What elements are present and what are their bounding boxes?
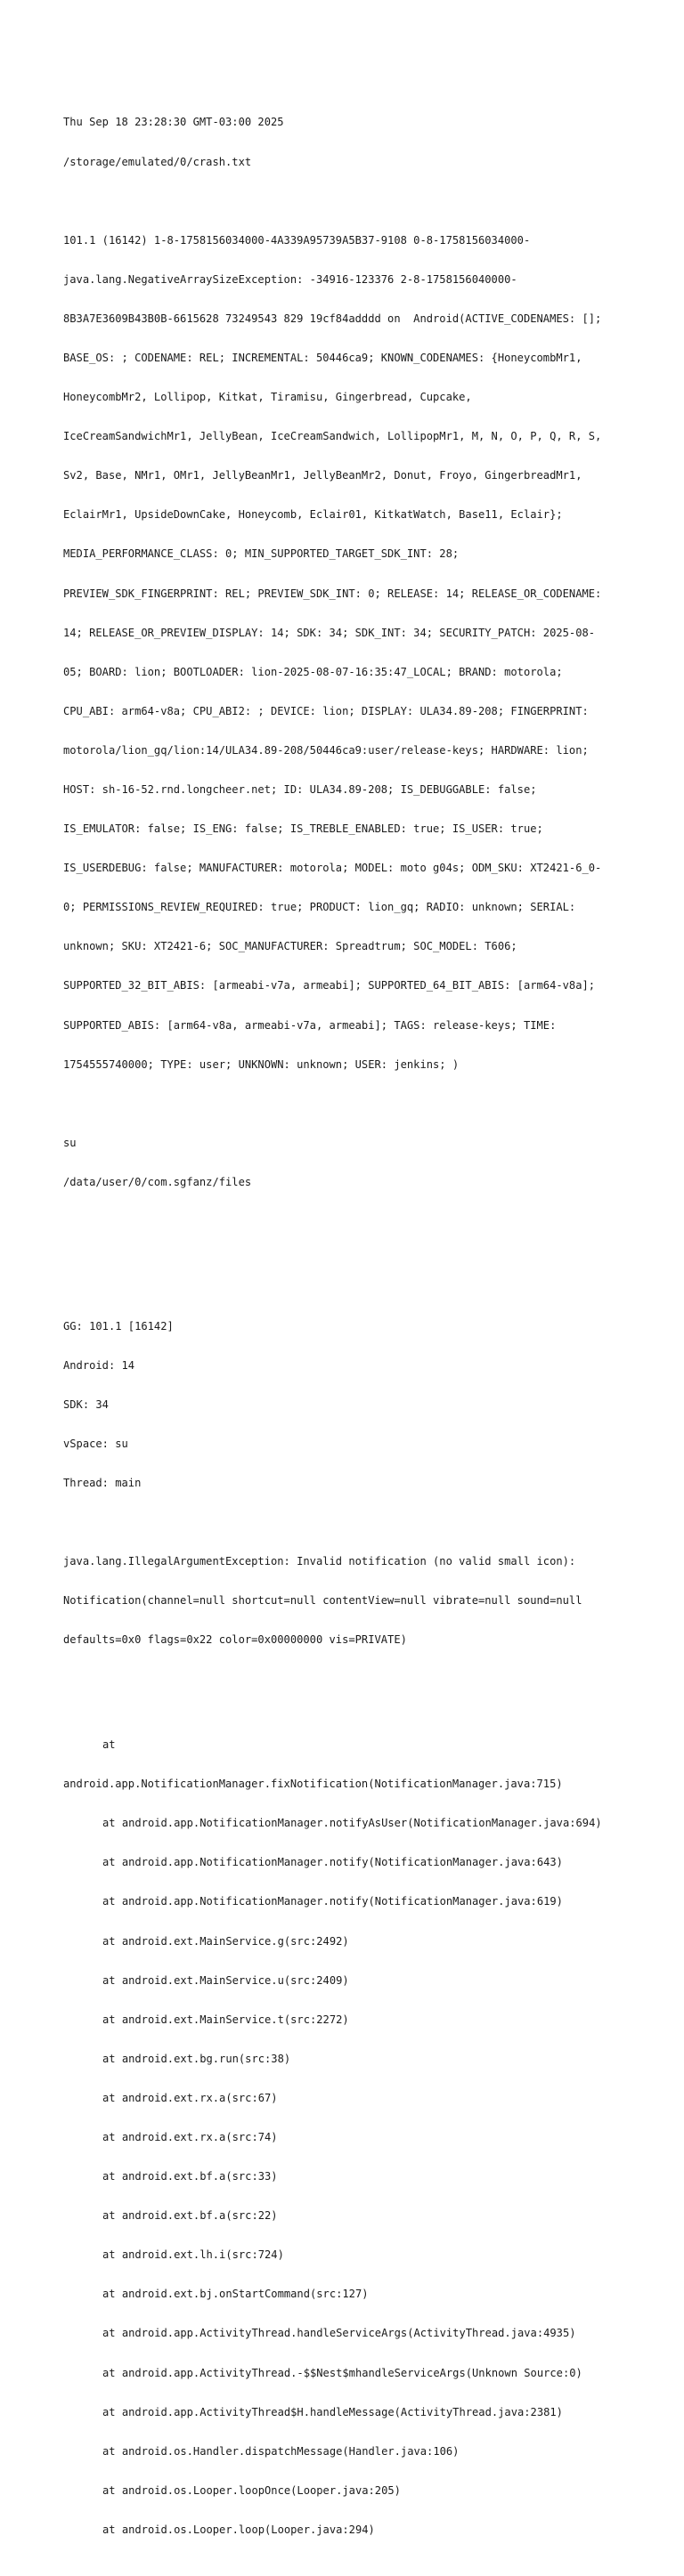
- gg-version: GG: 101.1 [16142]: [63, 1319, 174, 1333]
- files-path: /data/user/0/com.sgfanz/files: [63, 1175, 252, 1188]
- exception-line: defaults=0x0 flags=0x22 color=0x00000000 vis=PRIVATE): [63, 1633, 407, 1647]
- device-info-line: unknown; SKU: XT2421-6; SOC_MANUFACTURER: Spreadtrum; SOC_MODEL: T606;: [63, 940, 517, 953]
- exception-message: [63, 1529, 633, 1673]
- stack-frame: at android.ext.bj.onStartCommand(src:127): [102, 2288, 369, 2301]
- sdk-version: SDK: 34: [63, 1397, 109, 1411]
- stack-frame: at android.app.NotificationManager.notify(NotificationManager.java:619): [102, 1895, 563, 1908]
- device-info-line: java.lang.NegativeArraySizeException: -34916-123376 2-8-1758156040000-: [63, 272, 517, 286]
- stack-frame: at android.ext.rx.a(src:67): [102, 2091, 278, 2104]
- device-info-line: 101.1 (16142) 1-8-1758156034000-4A339A95739A5B37-9108 0-8-1758156034000-: [63, 233, 531, 247]
- device-info-line: BASE_OS: ; CODENAME: REL; INCREMENTAL: 50446ca9; KNOWN_CODENAMES: {HoneycombMr1,: [63, 351, 582, 364]
- exception-line: java.lang.IllegalArgumentException: Invalid notification (no valid small icon):: [63, 1555, 576, 1568]
- device-info-line: IS_EMULATOR: false; IS_ENG: false; IS_TREBLE_ENABLED: true; IS_USER: true;: [63, 822, 543, 836]
- device-info-line: SUPPORTED_ABIS: [arm64-v8a, armeabi-v7a, armeabi]; TAGS: release-keys; TIME:: [63, 1018, 557, 1032]
- stack-frame: at android.app.NotificationManager.notify(NotificationManager.java:643): [102, 1856, 563, 1869]
- stack-frame: at android.ext.rx.a(src:74): [102, 2130, 278, 2143]
- stack-frame: at android.ext.MainService.g(src:2492): [102, 1934, 349, 1948]
- log-file-path: /storage/emulated/0/crash.txt: [63, 155, 252, 168]
- device-info-line: EclairMr1, UpsideDownCake, Honeycomb, Eclair01, KitkatWatch, Base11, Eclair};: [63, 508, 563, 522]
- log-timestamp: Thu Sep 18 23:28:30 GMT-03:00 2025: [63, 116, 284, 129]
- first-frame-at: at: [102, 1738, 116, 1752]
- device-info-line: CPU_ABI: arm64-v8a; CPU_ABI2: ; DEVICE: lion; DISPLAY: ULA34.89-208; FINGERPRINT:: [63, 704, 589, 717]
- exception-line: Notification(channel=null shortcut=null contentView=null vibrate=null sound=null: [63, 1594, 582, 1608]
- spacer: [63, 1268, 633, 1281]
- stack-frame: at android.ext.MainService.t(src:2272): [102, 2013, 349, 2026]
- device-info-line: 14; RELEASE_OR_PREVIEW_DISPLAY: 14; SDK: 34; SDK_INT: 34; SECURITY_PATCH: 2025-08-: [63, 626, 596, 639]
- stack-frame: at android.ext.bf.a(src:22): [102, 2209, 278, 2223]
- stack-frame: at android.app.ActivityThread.handleServiceArgs(ActivityThread.java:4935): [102, 2327, 576, 2340]
- stack-frame: at android.app.ActivityThread.-$$Nest$mhandleServiceArgs(Unknown Source:0): [102, 2366, 582, 2379]
- device-info-line: IS_USERDEBUG: false; MANUFACTURER: motorola; MODEL: moto g04s; ODM_SKU: XT2421-6_0-: [63, 862, 602, 875]
- stack-frame: at android.ext.lh.i(src:724): [102, 2248, 284, 2262]
- device-info-line: 0; PERMISSIONS_REVIEW_REQUIRED: true; PRODUCT: lion_gq; RADIO: unknown; SERIAL:: [63, 901, 576, 914]
- device-info-line: PREVIEW_SDK_FINGERPRINT: REL; PREVIEW_SDK_INT: 0; RELEASE: 14; RELEASE_OR_CODENAME:: [63, 587, 602, 600]
- device-info-line: 05; BOARD: lion; BOOTLOADER: lion-2025-08-07-16:35:47_LOCAL; BRAND: motorola;: [63, 665, 563, 678]
- stack-frame: at android.app.ActivityThread$H.handleMessage(ActivityThread.java:2381): [102, 2405, 563, 2418]
- spacer: [63, 1228, 633, 1242]
- stack-frame: at android.ext.bf.a(src:33): [102, 2170, 278, 2183]
- device-info-line: Sv2, Base, NMr1, OMr1, JellyBeanMr1, JellyBeanMr2, Donut, Froyo, GingerbreadMr1,: [63, 469, 582, 482]
- device-info-line: HoneycombMr2, Lollipop, Kitkat, Tiramisu, Gingerbread, Cupcake,: [63, 391, 472, 404]
- device-info-line: MEDIA_PERFORMANCE_CLASS: 0; MIN_SUPPORTED_TARGET_SDK_INT: 28;: [63, 547, 460, 561]
- stack-frame: at android.ext.MainService.u(src:2409): [102, 1973, 349, 1987]
- stack-frame: at android.os.Handler.dispatchMessage(Handler.java:106): [102, 2444, 460, 2458]
- vspace: vSpace: su: [63, 1437, 128, 1450]
- first-frame-location: android.app.NotificationManager.fixNotification(NotificationManager.java:715): [63, 1778, 563, 1791]
- crash-log-document: [63, 90, 633, 2576]
- su-line: su: [63, 1136, 77, 1149]
- stack-frame: at android.os.Looper.loopOnce(Looper.java:205): [102, 2483, 401, 2497]
- device-info-line: HOST: sh-16-52.rnd.longcheer.net; ID: ULA34.89-208; IS_DEBUGGABLE: false;: [63, 783, 537, 797]
- device-info-block: [63, 207, 633, 1097]
- device-info-line: IceCreamSandwichMr1, JellyBean, IceCreamSandwich, LollipopMr1, M, N, O, P, Q, R, S,: [63, 430, 602, 443]
- device-info-line: 1754555740000; TYPE: user; UNKNOWN: unknown; USER: jenkins; ): [63, 1057, 460, 1071]
- android-version: Android: 14: [63, 1358, 135, 1372]
- stack-trace: [63, 1713, 633, 2563]
- device-info-line: SUPPORTED_32_BIT_ABIS: [armeabi-v7a, armeabi]; SUPPORTED_64_BIT_ABIS: [arm64-v8a];: [63, 979, 596, 992]
- stack-frame: at android.ext.bg.run(src:38): [102, 2052, 291, 2065]
- stack-frame: at android.os.Looper.loop(Looper.java:294): [102, 2523, 375, 2536]
- stack-frame: at android.app.NotificationManager.notifyAsUser(NotificationManager.java:694): [102, 1817, 602, 1830]
- thread-name: Thread: main: [63, 1477, 142, 1490]
- device-info-line: 8B3A7E3609B43B0B-6615628 73249543 829 19cf84adddd on Android(ACTIVE_CODENAMES: [];: [63, 312, 602, 325]
- device-info-line: motorola/lion_gq/lion:14/ULA34.89-208/50446ca9:user/release-keys; HARDWARE: lion;: [63, 743, 589, 757]
